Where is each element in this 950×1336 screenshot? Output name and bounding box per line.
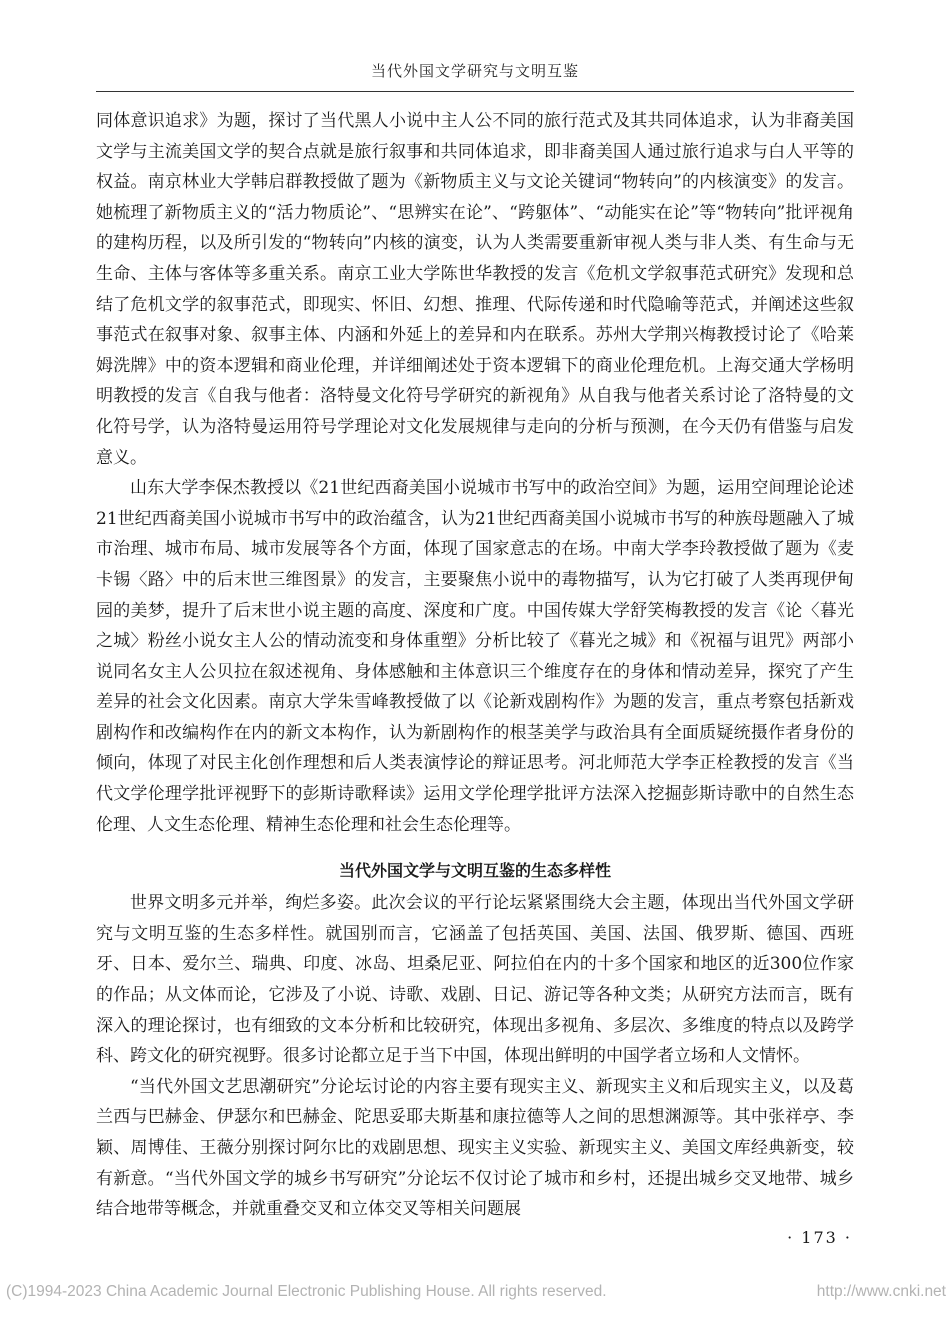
source-url: http://www.cnki.net — [816, 1283, 946, 1300]
section-heading: 当代外国文学与文明互鉴的生态多样性 — [338, 861, 611, 881]
copyright-text: (C)1994-2023 China Academic Journal Electronic Publishing House. All rights reserved. — [6, 1283, 607, 1300]
article-body — [96, 106, 854, 1225]
body-paragraph-3: 世界文明多元并举，绚烂多姿。此次会议的平行论坛紧紧围绕大会主题，体现出当代外国文学研究与文明互鉴的生态多样性。就国别而言，它涵盖了包括英国、美国、法国、俄罗斯、德国、西班牙、日本、爱尔兰、瑞典、印度、冰岛、坦桑尼亚、阿拉伯在内的十多个国家和地区的近300位作家的作品；从文体而论，它涉及了小说、诗歌、戏剧、日记、游记等各种文类；从研究方法而言，既有深入的理论探讨，也有细致的文本分析和比较研究，体现出多视角、多层次、多维度的特点以及跨学科、跨文化的研究视野。很多讨论都立足于当下中国，体现出鲜明的中国学者立场和人文情怀。 — [96, 893, 854, 1067]
body-paragraph-4: “当代外国文艺思潮研究”分论坛讨论的内容主要有现实主义、新现实主义和后现实主义，以及葛兰西与巴赫金、伊瑟尔和巴赫金、陀思妥耶夫斯基和康拉德等人之间的思想渊源等。其中张祥亭、李颖、周博佳、王薇分别探讨阿尔比的戏剧思想、现实主义实验、新现实主义、美国文库经典新变，较有新意。“当代外国文学的城乡书写研究”分论坛不仅讨论了城市和乡村，还提出城乡交叉地带、城乡结合地带等概念，并就重叠交叉和立体交叉等相关问题展 — [96, 1076, 854, 1220]
body-paragraph-1: 同体意识追求》为题，探讨了当代黑人小说中主人公不同的旅行范式及其共同体追求，认为非裔美国文学与主流美国文学的契合点就是旅行叙事和共同体追求，即非裔美国人通过旅行追求与白人平等的权益。南京林业大学韩启群教授做了题为《新物质主义与文论关键词“物转向”的内核演变》的发言。她梳理了新物质主义的“活力物质论”、“思辨实在论”、“跨躯体”、“动能实在论”等“物转向”批评视角的建构历程，以及所引发的“物转向”内核的演变，认为人类需要重新审视人类与非人类、有生命与无生命、主体与客体等多重关系。南京工业大学陈世华教授的发言《危机文学叙事范式研究》发现和总结了危机文学的叙事范式，即现实、怀旧、幻想、推理、代际传递和时代隐喻等范式，并阐述这些叙事范式在叙事对象、叙事主体、内涵和外延上的差异和内在联系。苏州大学荆兴梅教授讨论了《哈莱姆洗牌》中的资本逻辑和商业伦理，并详细阐述处于资本逻辑下的商业伦理危机。上海交通大学杨明明教授的发言《自我与他者：洛特曼文化符号学研究的新视角》从自我与他者关系讨论了洛特曼的文化符号学，认为洛特曼运用符号学理论对文化发展规律与走向的分析与预测，在今天仍有借鉴与启发意义。 — [96, 111, 854, 468]
page-number: · 173 · — [787, 1228, 852, 1247]
body-paragraph-2: 山东大学李保杰教授以《21世纪西裔美国小说城市书写中的政治空间》为题，运用空间理论论述21世纪西裔美国小说城市书写中的政治蕴含，认为21世纪西裔美国小说城市书写的种族母题融入了城市治理、城市布局、城市发展等各个方面，体现了国家意志的在场。中南大学李玲教授做了题为《麦卡锡〈路〉中的后末世三维图景》的发言，主要聚焦小说中的毒物描写，认为它打破了人类再现伊甸园的美梦，提升了后末世小说主题的高度、深度和广度。中国传媒大学舒笑梅教授的发言《论〈暮光之城〉粉丝小说女主人公的情动流变和身体重塑》分析比较了《暮光之城》和《祝福与诅咒》两部小说同名女主人公贝拉在叙述视角、身体感触和主体意识三个维度存在的身体和情动差异，探究了产生差异的社会文化因素。南京大学朱雪峰教授做了以《论新戏剧构作》为题的发言，重点考察包括新戏剧构作和改编构作在内的新文本构作，认为新剧构作的根茎美学与政治具有全面质疑统摄作者身份的倾向，体现了对民主化创作理想和后人类表演悖论的辩证思考。河北师范大学李正栓教授的发言《当代文学伦理学批评视野下的彭斯诗歌释读》运用文学伦理学批评方法深入挖掘彭斯诗歌中的自然生态伦理、人文生态伦理、精神生态伦理和社会生态伦理等。 — [96, 478, 854, 835]
copyright-footer — [6, 1283, 946, 1301]
running-header: 当代外国文学研究与文明互鉴 — [370, 62, 579, 80]
header-rule — [96, 91, 854, 92]
